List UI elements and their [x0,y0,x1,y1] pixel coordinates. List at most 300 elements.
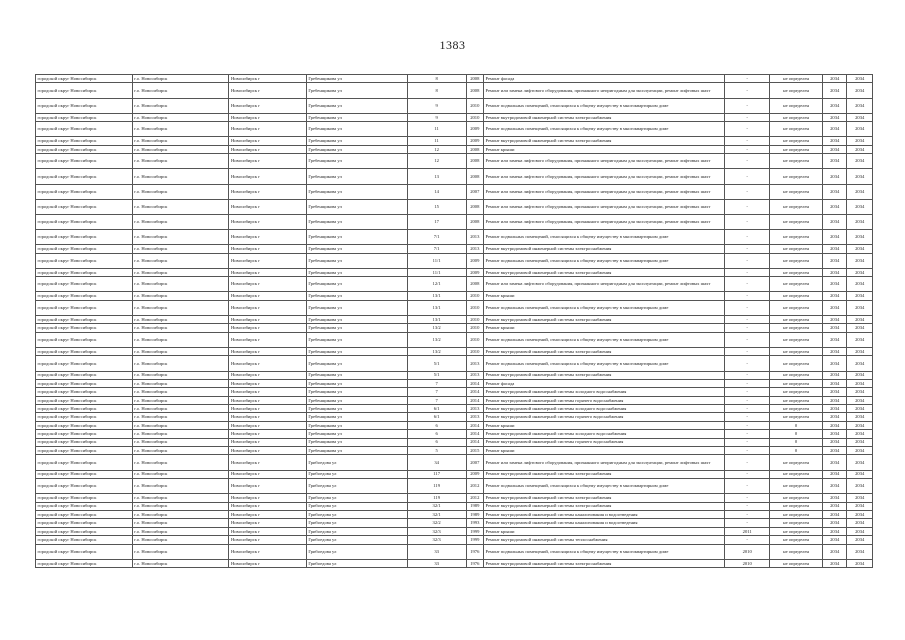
plan-start-year-cell: 2034 [823,137,847,145]
work-type-cell: Ремонт или замена лифтового оборудования, признанного непригодным для эксплуатации, ремонт лифтовых шахт [483,199,724,214]
house-number-cell: 15 [407,199,466,214]
house-number-cell: 34 [407,455,466,470]
urban-district-cell: г.о. Новосибирск [132,470,229,478]
table-body [36,75,873,568]
municipal-district-cell: городской округ Новосибирск [36,527,133,535]
work-type-cell: Ремонт фасада [483,75,724,83]
municipal-district-cell: городской округ Новосибирск [36,83,133,98]
work-type-cell: Ремонт внутридомовой инженерной системы электроснабжения [483,315,724,323]
settlement-cell: Новосибирск г [229,277,306,292]
urban-district-cell: г.о. Новосибирск [132,371,229,379]
house-number-cell: 13/1 [407,315,466,323]
house-number-cell: 11 [407,122,466,137]
table-row [36,154,873,169]
build-year-cell: 1976 [466,559,483,567]
house-number-cell: 8 [407,75,466,83]
settlement-cell: Новосибирск г [229,536,306,544]
build-year-cell: 2013 [466,413,483,421]
table-row [36,230,873,245]
cost-cell: не определен [770,145,823,153]
last-repair-year-cell: - [725,455,770,470]
cost-cell: не определен [770,113,823,121]
urban-district-cell: г.о. Новосибирск [132,145,229,153]
house-number-cell: 5/1 [407,356,466,371]
table-row [36,502,873,510]
table-row [36,137,873,145]
municipal-district-cell: городской округ Новосибирск [36,559,133,567]
street-cell: Гребенщикова ул [306,379,407,387]
plan-start-year-cell: 2034 [823,75,847,83]
street-cell: Гребенщикова ул [306,421,407,429]
table-row [36,300,873,315]
build-year-cell: 2008 [466,169,483,184]
settlement-cell: Новосибирск г [229,396,306,404]
cost-cell: не определен [770,98,823,113]
work-type-cell: Ремонт внутридомовой инженерной системы электроснабжения [483,494,724,502]
build-year-cell: 1976 [466,544,483,559]
work-type-cell: Ремонт внутридомовой инженерной системы электроснабжения [483,245,724,253]
plan-end-year-cell: 2034 [847,199,873,214]
urban-district-cell: г.о. Новосибирск [132,245,229,253]
municipal-district-cell: городской округ Новосибирск [36,347,133,355]
last-repair-year-cell: - [725,137,770,145]
table-row [36,396,873,404]
municipal-district-cell: городской округ Новосибирск [36,413,133,421]
plan-start-year-cell: 2034 [823,347,847,355]
street-cell: Гребенщикова ул [306,98,407,113]
municipal-district-cell: городской округ Новосибирск [36,98,133,113]
street-cell: Гребенщикова ул [306,447,407,455]
work-type-cell: Ремонт или замена лифтового оборудования, признанного непригодным для эксплуатации, ремонт лифтовых шахт [483,83,724,98]
cost-cell: не определен [770,154,823,169]
plan-end-year-cell: 2034 [847,479,873,494]
house-number-cell: 7 [407,396,466,404]
cost-cell: не определен [770,169,823,184]
work-type-cell: Ремонт или замена лифтового оборудования, признанного непригодным для эксплуатации, ремонт лифтовых шахт [483,214,724,229]
build-year-cell: 2008 [466,277,483,292]
settlement-cell: Новосибирск г [229,379,306,387]
plan-end-year-cell: 2034 [847,510,873,518]
plan-end-year-cell: 2034 [847,356,873,371]
work-type-cell: Ремонт подвальных помещений, относящихся к общему имуществу в многоквартирном доме [483,253,724,268]
urban-district-cell: г.о. Новосибирск [132,413,229,421]
street-cell: Гребенщикова ул [306,145,407,153]
work-type-cell: Ремонт крыши [483,292,724,300]
street-cell: Гребенщикова ул [306,268,407,276]
cost-cell: не определен [770,277,823,292]
build-year-cell: 2008 [466,154,483,169]
work-type-cell: Ремонт внутридомовой инженерной системы электроснабжения [483,559,724,567]
urban-district-cell: г.о. Новосибирск [132,356,229,371]
municipal-district-cell: городской округ Новосибирск [36,544,133,559]
municipal-district-cell: городской округ Новосибирск [36,470,133,478]
house-number-cell: 11/1 [407,268,466,276]
work-type-cell: Ремонт подвальных помещений, относящихся к общему имуществу в многоквартирном доме [483,230,724,245]
last-repair-year-cell: - [725,277,770,292]
cost-cell: не определен [770,544,823,559]
table-row [36,184,873,199]
cost-cell: не определен [770,122,823,137]
house-number-cell: 6/1 [407,405,466,413]
work-type-cell: Ремонт внутридомовой инженерной системы электроснабжения [483,137,724,145]
table-row [36,315,873,323]
build-year-cell: 2012 [466,494,483,502]
settlement-cell: Новосибирск г [229,502,306,510]
build-year-cell: 2008 [466,199,483,214]
work-type-cell: Ремонт крыши [483,447,724,455]
build-year-cell: 2010 [466,292,483,300]
plan-end-year-cell: 2034 [847,544,873,559]
street-cell: Гребенщикова ул [306,75,407,83]
house-number-cell: 5 [407,447,466,455]
build-year-cell: 2010 [466,347,483,355]
table-row [36,479,873,494]
work-type-cell: Ремонт подвальных помещений, относящихся к общему имуществу в многоквартирном доме [483,479,724,494]
plan-start-year-cell: 2034 [823,413,847,421]
house-number-cell: 12 [407,145,466,153]
plan-end-year-cell: 2034 [847,169,873,184]
plan-start-year-cell: 2034 [823,292,847,300]
cost-cell: не определен [770,253,823,268]
work-type-cell: Ремонт внутридомовой инженерной системы электроснабжения [483,347,724,355]
table-row [36,292,873,300]
work-type-cell: Ремонт фасада [483,379,724,387]
cost-cell: не определен [770,519,823,527]
street-cell: Гребенщикова ул [306,300,407,315]
settlement-cell: Новосибирск г [229,300,306,315]
house-number-cell: 13/2 [407,324,466,332]
cost-cell: не определен [770,502,823,510]
settlement-cell: Новосибирск г [229,230,306,245]
street-cell: Грибоедова ул [306,544,407,559]
build-year-cell: 2012 [466,479,483,494]
last-repair-year-cell: - [725,214,770,229]
plan-end-year-cell: 2034 [847,315,873,323]
table-row [36,413,873,421]
municipal-district-cell: городской округ Новосибирск [36,214,133,229]
plan-start-year-cell: 2034 [823,122,847,137]
street-cell: Гребенщикова ул [306,245,407,253]
urban-district-cell: г.о. Новосибирск [132,379,229,387]
last-repair-year-cell: 2010 [725,544,770,559]
work-type-cell: Ремонт или замена лифтового оборудования, признанного непригодным для эксплуатации, ремонт лифтовых шахт [483,277,724,292]
plan-end-year-cell: 2034 [847,470,873,478]
work-type-cell: Ремонт внутридомовой инженерной системы теплоснабжения [483,536,724,544]
settlement-cell: Новосибирск г [229,122,306,137]
last-repair-year-cell: - [725,479,770,494]
last-repair-year-cell: 2010 [725,559,770,567]
street-cell: Гребенщикова ул [306,184,407,199]
cost-cell: не определен [770,510,823,518]
table-row [36,388,873,396]
plan-end-year-cell: 2034 [847,559,873,567]
municipal-district-cell: городской округ Новосибирск [36,315,133,323]
work-type-cell: Ремонт внутридомовой инженерной системы электроснабжения [483,113,724,121]
street-cell: Гребенщикова ул [306,388,407,396]
plan-end-year-cell: 2034 [847,396,873,404]
settlement-cell: Новосибирск г [229,75,306,83]
build-year-cell: 1993 [466,519,483,527]
urban-district-cell: г.о. Новосибирск [132,502,229,510]
settlement-cell: Новосибирск г [229,154,306,169]
municipal-district-cell: городской округ Новосибирск [36,184,133,199]
street-cell: Гребенщикова ул [306,347,407,355]
plan-end-year-cell: 2034 [847,379,873,387]
build-year-cell: 2010 [466,332,483,347]
table-row [36,214,873,229]
build-year-cell: 2010 [466,98,483,113]
municipal-district-cell: городской округ Новосибирск [36,245,133,253]
settlement-cell: Новосибирск г [229,253,306,268]
settlement-cell: Новосибирск г [229,292,306,300]
work-type-cell: Ремонт крыши [483,145,724,153]
last-repair-year-cell: - [725,421,770,429]
table-row [36,277,873,292]
cost-cell: не определен [770,405,823,413]
table-row [36,527,873,535]
last-repair-year-cell: 2011 [725,527,770,535]
plan-end-year-cell: 2034 [847,438,873,446]
build-year-cell: 2014 [466,438,483,446]
settlement-cell: Новосибирск г [229,199,306,214]
build-year-cell: 2014 [466,379,483,387]
build-year-cell: 2008 [466,214,483,229]
table-row [36,199,873,214]
settlement-cell: Новосибирск г [229,356,306,371]
last-repair-year-cell: - [725,494,770,502]
municipal-district-cell: городской округ Новосибирск [36,371,133,379]
plan-end-year-cell: 2034 [847,494,873,502]
plan-end-year-cell: 2034 [847,214,873,229]
plan-end-year-cell: 2034 [847,324,873,332]
cost-cell: не определен [770,470,823,478]
plan-end-year-cell: 2034 [847,268,873,276]
plan-end-year-cell: 2034 [847,455,873,470]
plan-end-year-cell: 2034 [847,277,873,292]
table-row [36,268,873,276]
house-number-cell: 12/1 [407,277,466,292]
municipal-district-cell: городской округ Новосибирск [36,169,133,184]
build-year-cell: 2010 [466,315,483,323]
municipal-district-cell: городской округ Новосибирск [36,421,133,429]
municipal-district-cell: городской округ Новосибирск [36,396,133,404]
street-cell: Грибоедова ул [306,455,407,470]
table-row [36,122,873,137]
street-cell: Гребенщикова ул [306,199,407,214]
plan-end-year-cell: 2034 [847,113,873,121]
build-year-cell: 2009 [466,137,483,145]
cost-cell: 0 [770,447,823,455]
plan-start-year-cell: 2034 [823,98,847,113]
cost-cell: не определен [770,347,823,355]
street-cell: Гребенщикова ул [306,154,407,169]
table-row [36,332,873,347]
urban-district-cell: г.о. Новосибирск [132,396,229,404]
house-number-cell: 119 [407,479,466,494]
table-row [36,371,873,379]
table-row [36,421,873,429]
last-repair-year-cell: - [725,98,770,113]
table-row [36,470,873,478]
work-type-cell: Ремонт или замена лифтового оборудования, признанного непригодным для эксплуатации, ремонт лифтовых шахт [483,154,724,169]
work-type-cell: Ремонт или замена лифтового оборудования, признанного непригодным для эксплуатации, ремонт лифтовых шахт [483,455,724,470]
settlement-cell: Новосибирск г [229,455,306,470]
cost-cell: не определен [770,75,823,83]
street-cell: Гребенщикова ул [306,413,407,421]
plan-start-year-cell: 2034 [823,494,847,502]
house-number-cell: 11 [407,137,466,145]
street-cell: Грибоедова ул [306,536,407,544]
plan-end-year-cell: 2034 [847,430,873,438]
street-cell: Гребенщикова ул [306,83,407,98]
last-repair-year-cell: - [725,113,770,121]
last-repair-year-cell: - [725,199,770,214]
build-year-cell: 2007 [466,455,483,470]
house-number-cell: 32/3 [407,536,466,544]
plan-end-year-cell: 2034 [847,519,873,527]
cost-cell: не определен [770,268,823,276]
street-cell: Гребенщикова ул [306,253,407,268]
table-row [36,347,873,355]
urban-district-cell: г.о. Новосибирск [132,519,229,527]
urban-district-cell: г.о. Новосибирск [132,494,229,502]
house-number-cell: 13/1 [407,300,466,315]
work-type-cell: Ремонт внутридомовой инженерной системы холодного водоснабжения [483,405,724,413]
table-row [36,447,873,455]
plan-start-year-cell: 2034 [823,544,847,559]
plan-end-year-cell: 2034 [847,83,873,98]
last-repair-year-cell: - [725,324,770,332]
settlement-cell: Новосибирск г [229,544,306,559]
cost-cell: не определен [770,479,823,494]
table-row [36,245,873,253]
settlement-cell: Новосибирск г [229,421,306,429]
settlement-cell: Новосибирск г [229,332,306,347]
plan-start-year-cell: 2034 [823,113,847,121]
urban-district-cell: г.о. Новосибирск [132,388,229,396]
plan-end-year-cell: 2034 [847,388,873,396]
house-number-cell: 13 [407,169,466,184]
last-repair-year-cell: - [725,300,770,315]
urban-district-cell: г.о. Новосибирск [132,137,229,145]
last-repair-year-cell: - [725,396,770,404]
plan-end-year-cell: 2034 [847,154,873,169]
urban-district-cell: г.о. Новосибирск [132,75,229,83]
build-year-cell: 2014 [466,396,483,404]
settlement-cell: Новосибирск г [229,494,306,502]
urban-district-cell: г.о. Новосибирск [132,199,229,214]
plan-start-year-cell: 2034 [823,371,847,379]
table-row [36,145,873,153]
work-type-cell: Ремонт или замена лифтового оборудования, признанного непригодным для эксплуатации, ремонт лифтовых шахт [483,184,724,199]
cost-cell: не определен [770,324,823,332]
plan-start-year-cell: 2034 [823,277,847,292]
work-type-cell: Ремонт подвальных помещений, относящихся к общему имуществу в многоквартирном доме [483,332,724,347]
house-number-cell: 7 [407,388,466,396]
plan-end-year-cell: 2034 [847,184,873,199]
build-year-cell: 2013 [466,371,483,379]
cost-cell: не определен [770,292,823,300]
urban-district-cell: г.о. Новосибирск [132,332,229,347]
house-number-cell: 33 [407,559,466,567]
urban-district-cell: г.о. Новосибирск [132,324,229,332]
last-repair-year-cell: - [725,447,770,455]
urban-district-cell: г.о. Новосибирск [132,83,229,98]
urban-district-cell: г.о. Новосибирск [132,479,229,494]
build-year-cell: 2009 [466,122,483,137]
house-number-cell: 13/1 [407,292,466,300]
last-repair-year-cell: - [725,315,770,323]
urban-district-cell: г.о. Новосибирск [132,184,229,199]
build-year-cell: 1989 [466,510,483,518]
municipal-district-cell: городской округ Новосибирск [36,438,133,446]
work-type-cell: Ремонт внутридомовой инженерной системы горячего водоснабжения [483,413,724,421]
street-cell: Грибоедова ул [306,510,407,518]
plan-end-year-cell: 2034 [847,137,873,145]
house-number-cell: 13/2 [407,347,466,355]
build-year-cell: 2014 [466,388,483,396]
last-repair-year-cell: - [725,154,770,169]
plan-start-year-cell: 2034 [823,502,847,510]
page-number: 1383 [439,38,466,52]
urban-district-cell: г.о. Новосибирск [132,253,229,268]
street-cell: Грибоедова ул [306,502,407,510]
settlement-cell: Новосибирск г [229,324,306,332]
settlement-cell: Новосибирск г [229,268,306,276]
municipal-district-cell: городской округ Новосибирск [36,519,133,527]
settlement-cell: Новосибирск г [229,438,306,446]
cost-cell: 0 [770,438,823,446]
municipal-district-cell: городской округ Новосибирск [36,356,133,371]
plan-start-year-cell: 2034 [823,169,847,184]
cost-cell: 0 [770,430,823,438]
cost-cell: не определен [770,527,823,535]
street-cell: Грибоедова ул [306,527,407,535]
settlement-cell: Новосибирск г [229,169,306,184]
last-repair-year-cell: - [725,470,770,478]
plan-end-year-cell: 2034 [847,371,873,379]
house-number-cell: 5/1 [407,371,466,379]
plan-start-year-cell: 2034 [823,447,847,455]
urban-district-cell: г.о. Новосибирск [132,536,229,544]
house-number-cell: 9 [407,98,466,113]
municipal-district-cell: городской округ Новосибирск [36,455,133,470]
settlement-cell: Новосибирск г [229,413,306,421]
urban-district-cell: г.о. Новосибирск [132,230,229,245]
urban-district-cell: г.о. Новосибирск [132,347,229,355]
last-repair-year-cell: - [725,388,770,396]
street-cell: Грибоедова ул [306,519,407,527]
work-type-cell: Ремонт внутридомовой инженерной системы холодного водоснабжения [483,430,724,438]
last-repair-year-cell: - [725,169,770,184]
municipal-district-cell: городской округ Новосибирск [36,113,133,121]
municipal-district-cell: городской округ Новосибирск [36,447,133,455]
municipal-district-cell: городской округ Новосибирск [36,292,133,300]
table-row [36,430,873,438]
plan-start-year-cell: 2034 [823,184,847,199]
work-type-cell: Ремонт внутридомовой инженерной системы канализования и водоотведения [483,510,724,518]
municipal-district-cell: городской округ Новосибирск [36,536,133,544]
urban-district-cell: г.о. Новосибирск [132,421,229,429]
work-type-cell: Ремонт подвальных помещений, относящихся к общему имуществу в многоквартирном доме [483,122,724,137]
settlement-cell: Новосибирск г [229,347,306,355]
plan-start-year-cell: 2034 [823,300,847,315]
plan-start-year-cell: 2034 [823,83,847,98]
house-number-cell: 6 [407,438,466,446]
cost-cell: не определен [770,300,823,315]
municipal-district-cell: городской округ Новосибирск [36,75,133,83]
municipal-district-cell: городской округ Новосибирск [36,137,133,145]
